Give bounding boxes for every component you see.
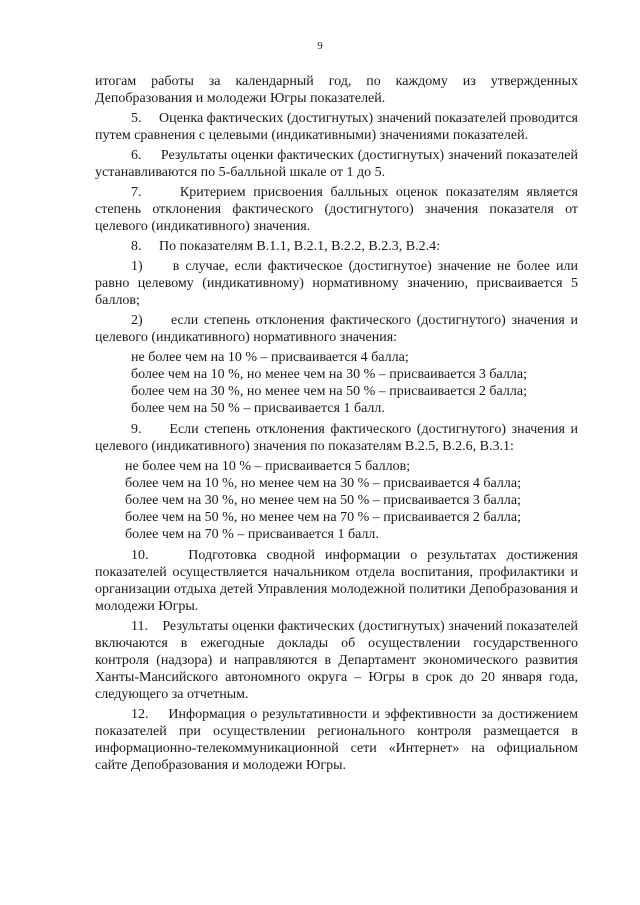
score-line: не более чем на 10 % – присваивается 4 балла; (131, 350, 409, 365)
document-body (95, 73, 578, 777)
score-line: не более чем на 10 % – присваивается 5 баллов; (125, 459, 411, 474)
paragraph-5: 5. Оценка фактических (достигнутых) значений показателей проводится путем сравнения с целевыми (индикативными) значениями показателей. (95, 111, 578, 143)
paragraph-11: 11. Результаты оценки фактических (достигнутых) значений показателей включаются в ежегодные доклады об осуществлении государственного контроля (надзора) и направляются в Департамент экономического развития Ханты-Мансийского автономного округа – Югры в срок до 20 января года, следующего за отчетным. (95, 619, 578, 702)
subitem-2: 2) если степень отклонения фактического (достигнутого) значения и целевого (индикативного) нормативного значения: (95, 313, 578, 345)
score-line: более чем на 10 %, но менее чем на 30 % – присваивается 3 балла; (131, 367, 527, 382)
page-number: 9 (317, 40, 323, 52)
paragraph-10: 10. Подготовка сводной информации о результатах достижения показателей осуществляется начальником отдела воспитания, профилактики и организации отдыха детей Управления молодежной политики Депобразования и молодежи Югры. (95, 548, 578, 614)
score-line: более чем на 70 % – присваивается 1 балл. (125, 527, 379, 542)
paragraph-6: 6. Результаты оценки фактических (достигнутых) значений показателей устанавливаются по 5-балльной шкале от 1 до 5. (95, 148, 578, 180)
score-line: более чем на 30 %, но менее чем на 50 % – присваивается 3 балла; (125, 493, 521, 508)
paragraph-9: 9. Если степень отклонения фактического (достигнутого) значения и целевого (индикативного) значения по показателям В.2.5, В.2.6, В.3.1: (95, 422, 578, 454)
paragraph-12: 12. Информация о результативности и эффективности за достижением показателей при осуществлении регионального контроля размещается в информационно-телекоммуникационной сети «Интернет» на официальном сайте Депобразования и молодежи Югры. (95, 707, 578, 773)
score-line: более чем на 50 % – присваивается 1 балл. (131, 401, 385, 416)
paragraph-7: 7. Критерием присвоения балльных оценок показателям является степень отклонения фактического (достигнутого) значения показателя от целевого (индикативного) значения. (95, 185, 578, 234)
score-line: более чем на 30 %, но менее чем на 50 % – присваивается 2 балла; (131, 384, 527, 399)
paragraph-8: 8. По показателям В.1.1, В.2.1, В.2.2, В.2.3, В.2.4: (131, 239, 440, 254)
score-line: более чем на 10 %, но менее чем на 30 % – присваивается 4 балла; (125, 476, 521, 491)
score-line: более чем на 50 %, но менее чем на 70 % – присваивается 2 балла; (125, 510, 521, 525)
paragraph-continuation: итогам работы за календарный год, по каждому из утвержденных Депобразования и молодежи Югры показателей. (95, 74, 578, 106)
subitem-1: 1) в случае, если фактическое (достигнутое) значение не более или равно целевому (индикативному) нормативному значению, присваивается 5 баллов; (95, 259, 578, 308)
